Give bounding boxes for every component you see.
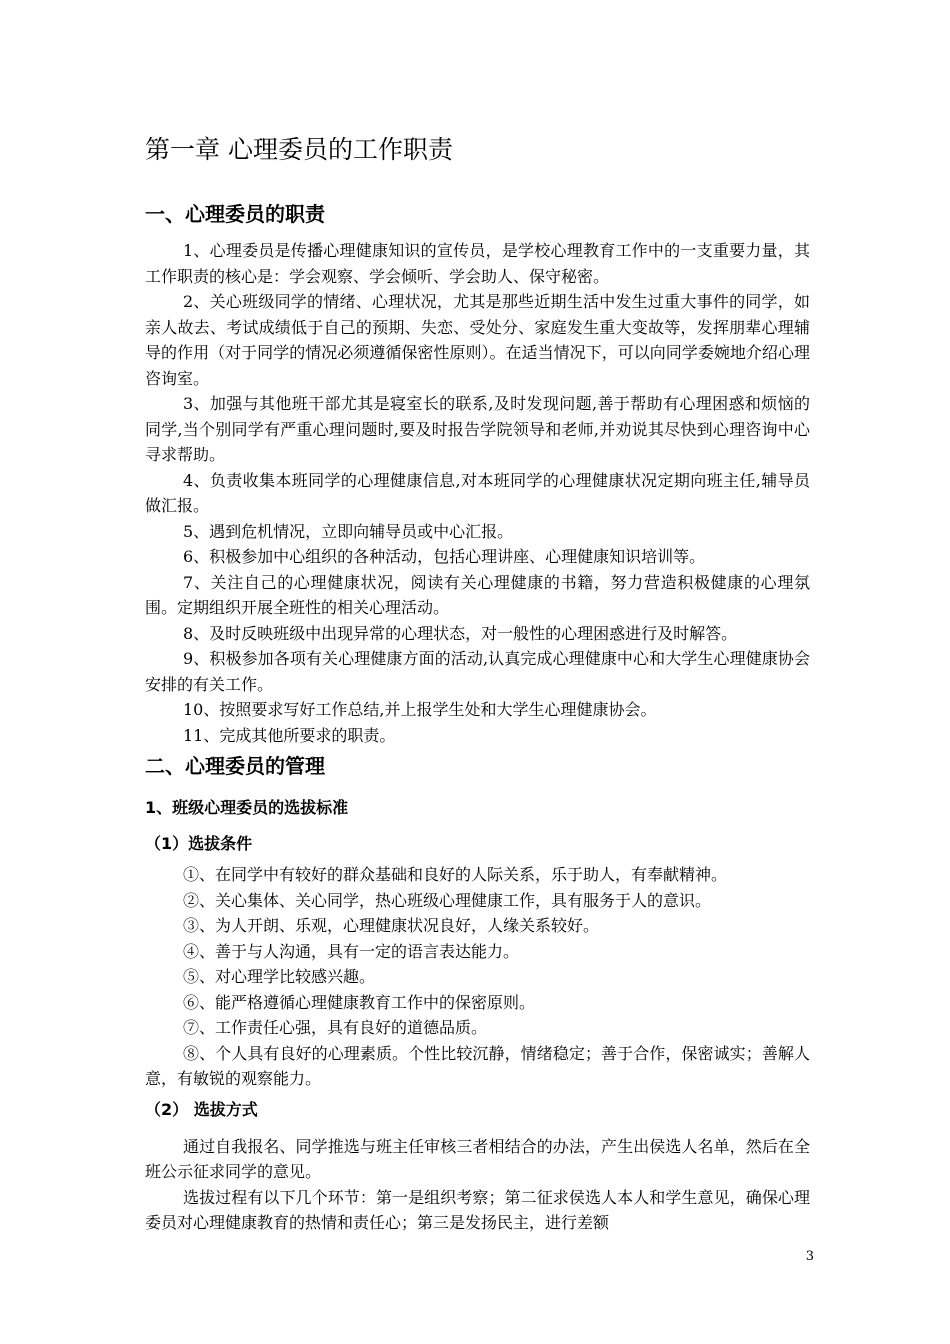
condition-item-8: ⑧、个人具有良好的心理素质。个性比较沉静，情绪稳定；善于合作，保密诚实；善解人意，有敏锐的观察能力。 (145, 1043, 810, 1088)
condition-item-3: ③、为人开朗、乐观，心理健康状况良好，人缘关系较好。 (183, 916, 600, 935)
condition-item-5: ⑤、对心理学比较感兴趣。 (183, 967, 376, 986)
duty-item-1: 1、心理委员是传播心理健康知识的宣传员，是学校心理教育工作中的一支重要力量，其工作职责的核心是：学会观察、学会倾听、学会助人、保守秘密。 (145, 241, 810, 286)
subsection-title-selection-standard: 1、班级心理委员的选拔标准 (145, 798, 349, 817)
subsub-title-methods: （2） 选拔方式 (145, 1099, 258, 1119)
section-title-duties: 一、心理委员的职责 (145, 202, 325, 226)
section-title-management: 二、心理委员的管理 (145, 754, 325, 778)
condition-item-1: ①、在同学中有较好的群众基础和良好的人际关系，乐于助人，有奉献精神。 (183, 865, 728, 884)
condition-item-4: ④、善于与人沟通，具有一定的语言表达能力。 (183, 941, 520, 961)
page-number: 3 (805, 1249, 814, 1264)
duty-item-3: 3、加强与其他班干部尤其是寝室长的联系,及时发现问题,善于帮助有心理困惑和烦恼的同学,当个别同学有严重心理问题时,要及时报告学院领导和老师,并劝说其尽快到心理咨询中心寻求帮助。 (145, 394, 810, 464)
duty-item-4: 4、负责收集本班同学的心理健康信息,对本班同学的心理健康状况定期向班主任,辅导员做汇报。 (145, 470, 810, 515)
document-page (145, 130, 810, 1236)
condition-item-7: ⑦、工作责任心强，具有良好的道德品质。 (183, 1018, 488, 1037)
condition-item-2: ②、关心集体、关心同学，热心班级心理健康工作，具有服务于人的意识。 (183, 890, 712, 910)
duty-item-5: 5、遇到危机情况，立即向辅导员或中心汇报。 (183, 521, 514, 541)
chapter-title: 第一章 心理委员的工作职责 (145, 135, 453, 164)
duty-item-2: 2、关心班级同学的情绪、心理状况，尤其是那些近期生活中发生过重大事件的同学，如亲人故去、考试成绩低于自己的预期、失恋、受处分、家庭发生重大变故等，发挥朋辈心理辅导的作用（对于同学的情况必须遵循保密性原则）。在适当情况下，可以向同学委婉地介绍心理咨询室。 (145, 292, 810, 388)
duty-item-9: 9、积极参加各项有关心理健康方面的活动,认真完成心理健康中心和大学生心理健康协会安排的有关工作。 (145, 649, 810, 694)
subsub-title-conditions: （1）选拔条件 (145, 834, 253, 853)
duty-item-8: 8、及时反映班级中出现异常的心理状态，对一般性的心理困惑进行及时解答。 (183, 623, 738, 643)
duty-item-7: 7、关注自己的心理健康状况，阅读有关心理健康的书籍，努力营造积极健康的心理氛围。定期组织开展全班性的相关心理活动。 (145, 572, 810, 617)
duty-item-10: 10、按照要求写好工作总结,并上报学生处和大学生心理健康协会。 (183, 700, 657, 719)
condition-item-6: ⑥、能严格遵循心理健康教育工作中的保密原则。 (183, 992, 536, 1012)
duty-item-6: 6、积极参加中心组织的各种活动，包括心理讲座、心理健康知识培训等。 (183, 547, 706, 566)
method-paragraph-2: 选拔过程有以下几个环节：第一是组织考察；第二征求侯选人本人和学生意见，确保心理委员对心理健康教育的热情和责任心；第三是发扬民主，进行差额 (145, 1187, 810, 1232)
duty-item-11: 11、完成其他所要求的职责。 (183, 725, 396, 745)
method-paragraph-1: 通过自我报名、同学推选与班主任审核三者相结合的办法，产生出侯选人名单，然后在全班公示征求同学的意见。 (145, 1136, 810, 1181)
